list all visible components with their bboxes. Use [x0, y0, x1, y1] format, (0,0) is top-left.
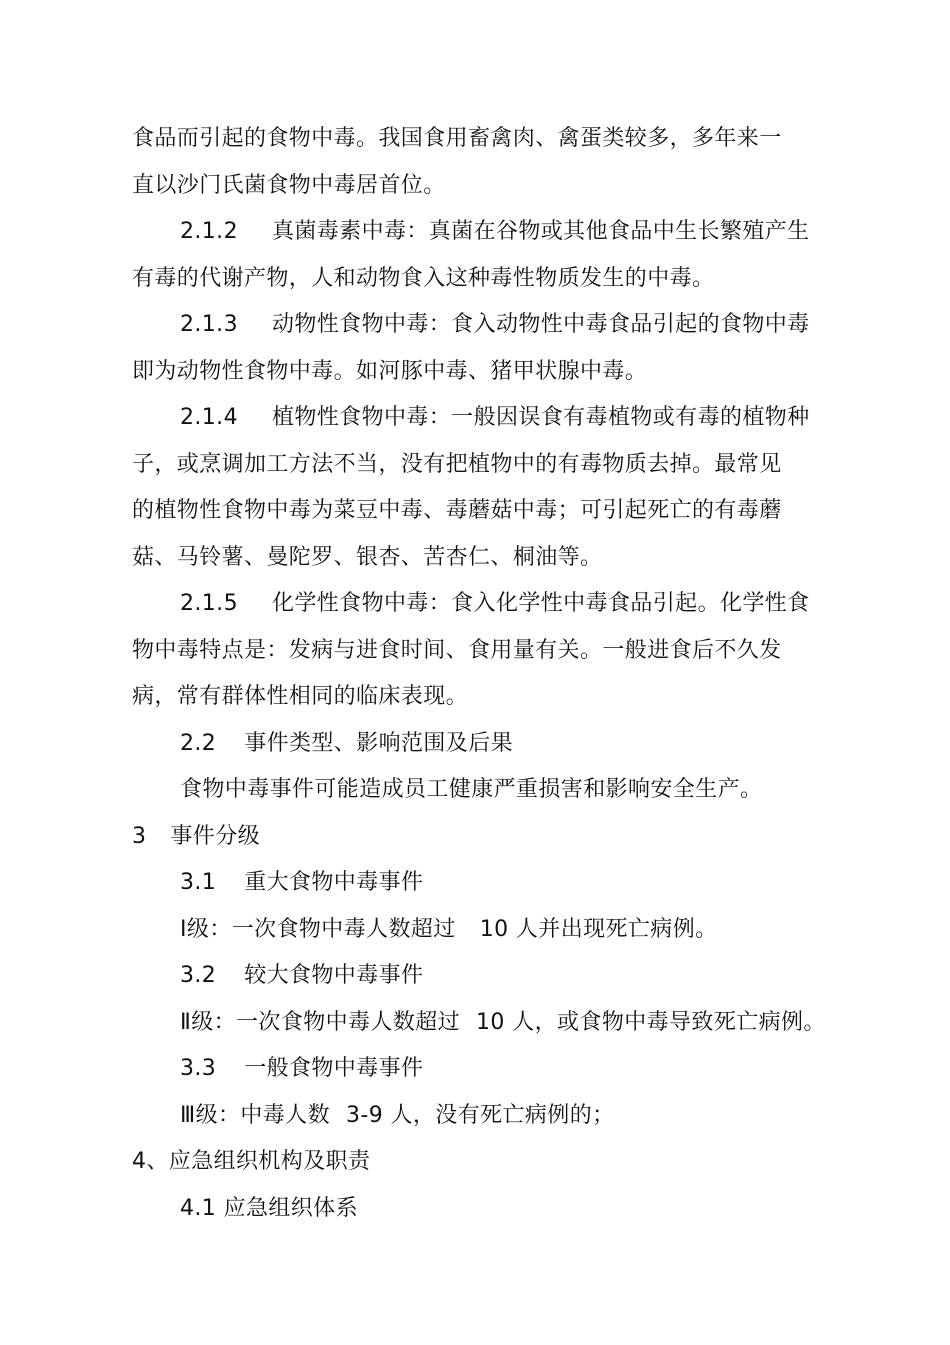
paragraph-text: Ⅰ级：一次食物中毒人数超过 [180, 917, 456, 942]
paragraph-text: Ⅱ级：一次食物中毒人数超过 [180, 1010, 461, 1035]
paragraph-text: 植物性食物中毒：一般因误食有毒植物或有毒的植物种 [271, 405, 810, 430]
section-heading-4: 4、应急组织机构及职责 [132, 1149, 371, 1174]
heading-text: 重大食物中毒事件 [244, 870, 424, 895]
section-heading-4-1: 4.1 应急组织体系 [180, 1196, 358, 1221]
section-heading-2-2 [180, 729, 513, 759]
heading-text: 事件类型、影响范围及后果 [244, 731, 513, 756]
section-number: 2.1.5 [180, 591, 238, 616]
paragraph-text: 动物性食物中毒：食入动物性中毒食品引起的食物中毒 [271, 312, 810, 337]
heading-text: 较大食物中毒事件 [244, 963, 424, 988]
paragraph-text: 10 人，或食物中毒导致死亡病例。 [476, 1010, 826, 1035]
paragraph-text: 化学性食物中毒：食入化学性中毒食品引起。化学性食 [271, 591, 810, 616]
section-heading-3-3 [180, 1054, 423, 1084]
section-heading-3-2 [180, 961, 423, 991]
paragraph-line: 即为动物性食物中毒。如河豚中毒、猪甲状腺中毒。 [132, 359, 648, 384]
paragraph-line: 食物中毒事件可能造成员工健康严重损害和影响安全生产。 [180, 777, 763, 802]
heading-text: 事件分级 [170, 824, 261, 849]
paragraph-text: 10 人并出现死亡病例。 [479, 917, 718, 942]
level-2-definition [180, 1008, 826, 1038]
section-heading-2-1-3 [180, 310, 810, 340]
level-1-definition [180, 915, 718, 945]
section-number: 3 [132, 824, 147, 849]
section-heading-3 [132, 822, 260, 852]
section-number: 3.3 [180, 1056, 217, 1081]
paragraph-line: 食品而引起的食物中毒。我国食用畜禽肉、禽蛋类较多，多年来一 [132, 126, 782, 151]
paragraph-line: 直以沙门氏菌食物中毒居首位。 [132, 173, 446, 198]
paragraph-line: 菇、马铃薯、曼陀罗、银杏、苦杏仁、桐油等。 [132, 545, 603, 570]
paragraph-line: 子，或烹调加工方法不当，没有把植物中的有毒物质去掉。最常见 [132, 452, 782, 477]
paragraph-text: 真菌毒素中毒：真菌在谷物或其他食品中生长繁殖产生 [271, 219, 810, 244]
section-number: 2.1.3 [180, 312, 238, 337]
section-number: 3.2 [180, 963, 217, 988]
level-3-definition [180, 1101, 615, 1131]
section-number: 2.2 [180, 731, 217, 756]
paragraph-text: 3-9 人，没有死亡病例的； [345, 1103, 615, 1128]
section-heading-2-1-4 [180, 403, 810, 433]
paragraph-text: Ⅲ级：中毒人数 [180, 1103, 330, 1128]
paragraph-line: 物中毒特点是：发病与进食时间、食用量有关。一般进食后不久发 [132, 638, 782, 663]
paragraph-line: 有毒的代谢产物，人和动物食入这种毒性物质发生的中毒。 [132, 266, 715, 291]
section-number: 3.1 [180, 870, 217, 895]
section-heading-2-1-2 [180, 217, 810, 247]
paragraph-line: 病，常有群体性相同的临床表现。 [132, 684, 469, 709]
paragraph-line: 的植物性食物中毒为菜豆中毒、毒蘑菇中毒；可引起死亡的有毒蘑 [132, 498, 782, 523]
section-number: 2.1.4 [180, 405, 238, 430]
section-heading-3-1 [180, 868, 423, 898]
section-heading-2-1-5 [180, 589, 810, 619]
section-number: 2.1.2 [180, 219, 238, 244]
heading-text: 一般食物中毒事件 [244, 1056, 424, 1081]
